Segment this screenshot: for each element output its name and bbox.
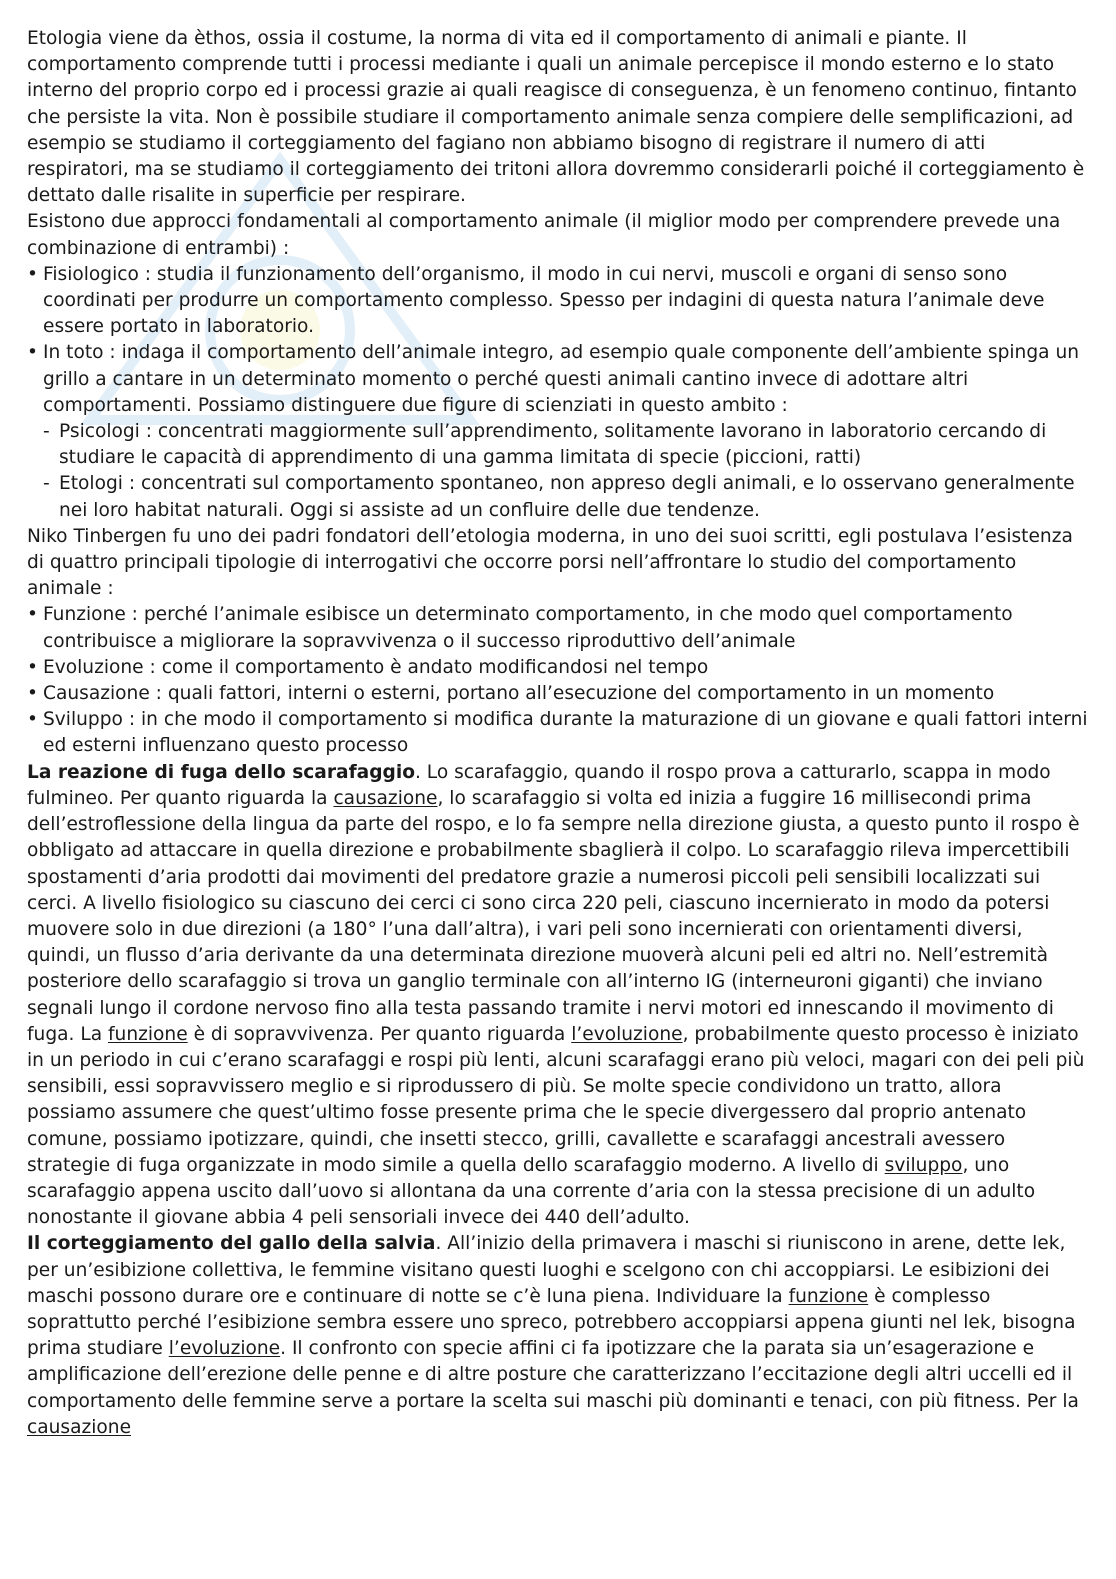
paragraph-gallo: Il corteggiamento del gallo della salvia. All’inizio della primavera i maschi si riuniscono in arene, dette lek, per un’esibizione collettiva, le femmine visitano questi luoghi e scelgono con chi accoppiarsi. Le esibizioni dei maschi possono durare ore e continuare di notte se c’è luna piena. Individuare la funzione è complesso soprattutto perché l’esibizione sembra essere uno spreco, potrebbero accoppiarsi appena giunti nel lek, bisogna prima studiare l’evoluzione. Il confronto con specie affini ci fa ipotizzare che la parata sia un’esagerazione e amplificazione dell’erezione delle penne e di altre posture che caratterizzano l’eccitazione degli altri uccelli ed il comportamento delle femmine serve a portare la scelta sui maschi più dominanti e tenaci, con più fitness. Per la causazione xyxy=(27,1233,1079,1438)
paragraph-scarafaggio: La reazione di fuga dello scarafaggio. Lo scarafaggio, quando il rospo prova a catturarlo, scappa in modo fulmineo. Per quanto riguarda la causazione, lo scarafaggio si volta ed inizia a fuggire 16 millisecondi prima dell’estroflessione della lingua da parte del rospo, e lo fa sempre nella direzione giusta, a questo punto il rospo è obbligato ad attaccare in quella direzione e probabilmente sbaglierà il colpo. Lo scarafaggio rileva impercettibili spostamenti d’aria prodotti dai movimenti del predatore grazie a numerosi piccoli peli sensibili localizzati sui cerci. A livello fisiologico su ciascuno dei cerci ci sono circa 220 peli, ciascuno incernierato in modo da potersi muovere solo in due direzioni (a 180° l’una dall’altra), i vari peli sono incernierati con orientamenti diversi, quindi, un flusso d’aria derivante da una determinata direzione muoverà alcuni peli ed altri no. Nell’estremità posteriore dello scarafaggio si trova un ganglio terminale con all’interno IG (interneuroni giganti) che inviano segnali lungo il cordone nervoso fino alla testa passando tramite i nervi motori ed innescando il movimento di fuga. La funzione è di sopravvivenza. Per quanto riguarda l’evoluzione, probabilmente questo processo è iniziato in un periodo in cui c’erano scarafaggi e rospi più lenti, alcuni scarafaggi erano più veloci, magari con dei peli più sensibili, essi sopravvissero meglio e si riprodussero di più. Se molte specie condividono un tratto, allora possiamo assumere che quest’ultimo fosse presente prima che le specie divergessero dal proprio antenato comune, possiamo ipotizzare, quindi, che insetti stecco, grilli, cavallette e scarafaggi ancestrali avessero strategie di fuga organizzate in modo simile a quella dello scarafaggio moderno. A livello di sviluppo, uno scarafaggio appena uscito dall’uovo si allontana da una corrente d’aria con la stessa precisione di un adulto nonostante il giovane abbia 4 peli sensoriali invece dei 440 dell’adulto. xyxy=(27,761,1085,1229)
list-item: - Psicologi : concentrati maggiormente sull’apprendimento, solitamente lavorano in laboratorio cercando di studiare le capacità di apprendimento di una gamma limitata di specie (piccioni, ratti) xyxy=(27,419,1089,471)
list-item: • Sviluppo : in che modo il comportamento si modifica durante la maturazione di un giovane e quali fattori interni ed esterni influenzano questo processo xyxy=(27,707,1089,759)
list-item: • Evoluzione : come il comportamento è andato modificandosi nel tempo xyxy=(27,655,1089,681)
keyword-causazione: causazione xyxy=(27,1416,132,1438)
keyword-evoluzione: l’evoluzione xyxy=(571,1023,683,1045)
list-domande xyxy=(27,602,1089,759)
list-item: • Funzione : perché l’animale esibisce un determinato comportamento, in che modo quel comportamento contribuisce a migliorare la sopravvivenza o il successo riproduttivo dell’animale xyxy=(27,602,1089,654)
list-item: • Fisiologico : studia il funzionamento dell’organismo, il modo in cui nervi, muscoli e organi di senso sono coordinati per produrre un comportamento complesso. Spesso per indagini di questa natura l’animale deve essere portato in laboratorio. xyxy=(27,262,1089,341)
keyword-causazione: causazione xyxy=(333,787,438,809)
section-title-gallo: Il corteggiamento del gallo della salvia xyxy=(27,1233,436,1255)
list-approcci xyxy=(27,262,1089,524)
paragraph-tinbergen: Niko Tinbergen fu uno dei padri fondatori dell’etologia moderna, in uno dei suoi scritti, egli postulava l’esistenza di quattro principali tipologie di interrogativi che occorre porsi nell’affrontare lo studio del comportamento animale : xyxy=(27,525,1073,600)
keyword-evoluzione: l’evoluzione xyxy=(168,1338,281,1360)
list-item: • Causazione : quali fattori, interni o esterni, portano all’esecuzione del comportamento in un momento xyxy=(27,681,1089,707)
keyword-funzione: funzione xyxy=(108,1023,188,1045)
section-title-scarafaggio: La reazione di fuga dello scarafaggio xyxy=(27,761,415,783)
paragraph-approcci: Esistono due approcci fondamentali al comportamento animale (il miglior modo per comprendere prevede una combinazione di entrambi) : xyxy=(27,211,1061,259)
list-item: - Etologi : concentrati sul comportamento spontaneo, non appreso degli animali, e lo osservano generalmente nei loro habitat naturali. Oggi si assiste ad un confluire delle due tendenze. xyxy=(27,471,1089,523)
list-item: • In toto : indaga il comportamento dell’animale integro, ad esempio quale componente dell’ambiente spinga un grillo a cantare in un determinato momento o perché questi animali cantino invece di adottare altri comportamenti. Possiamo distinguere due figure di scienziati in questo ambito : xyxy=(27,340,1089,419)
document-page xyxy=(27,26,1089,1441)
keyword-sviluppo: sviluppo xyxy=(884,1154,963,1176)
keyword-funzione: funzione xyxy=(788,1285,869,1307)
paragraph-intro: Etologia viene da èthos, ossia il costume, la norma di vita ed il comportamento di animali e piante. Il comportamento comprende tutti i processi mediante i quali un animale percepisce il mondo esterno e lo stato interno del proprio corpo ed i processi grazie ai quali reagisce di conseguenza, è un fenomeno continuo, fintanto che persiste la vita. Non è possibile studiare il comportamento animale senza compiere delle semplificazioni, ad esempio se studiamo il corteggiamento del fagiano non abbiamo bisogno di registrare il numero di atti respiratori, ma se studiamo il corteggiamento dei tritoni allora dovremmo considerarli poiché il corteggiamento è dettato dalle risalite in superficie per respirare. xyxy=(27,28,1085,207)
